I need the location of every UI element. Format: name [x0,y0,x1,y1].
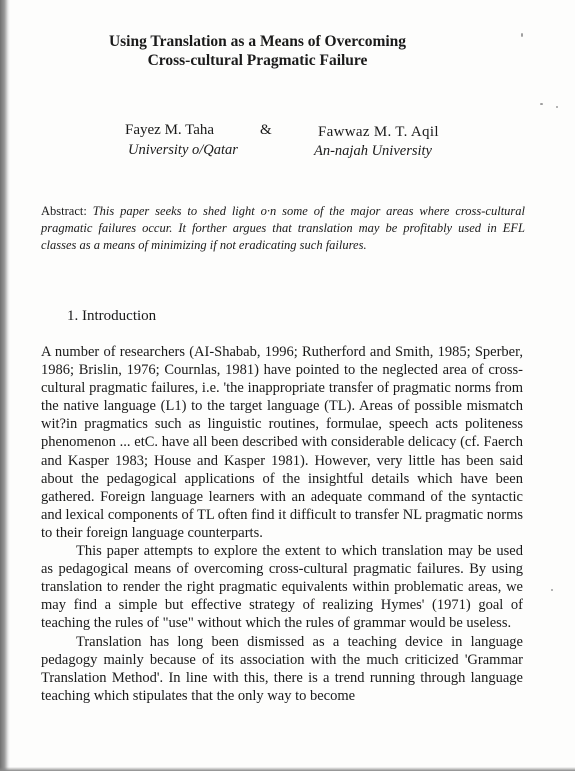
scan-speck [521,33,523,37]
abstract-label: Abstract: [41,204,87,218]
scan-speck [556,106,558,108]
paper-title-line-1: Using Translation as a Means of Overcoming [108,33,407,50]
author-1-affiliation: University o/Qatar [128,142,238,158]
scan-bottom-shadow [0,767,575,771]
author-separator: & [260,122,272,138]
author-1-name: Fayez M. Taha [125,122,215,138]
section-heading-introduction: 1. Introduction [67,308,157,324]
abstract-text: This paper seeks to shed light o·n some of the major areas where cross-cultural pragmatic failures occur. It forther argues that translation may be profitably used in EFL classes as a means of minimizing if not eradicating such failures. [41,204,526,252]
abstract [41,203,525,254]
author-2-affiliation: An-najah University [314,143,432,159]
paragraph-3: Translation has long been dismissed as a teaching device in language pedagogy mainly because of its association with the much criticized 'Grammar Translation Method'. In line with this, there is a trend running through language teaching which stipulates that the only way to become [41,633,523,704]
paragraph-1: A number of researchers (AI-Shabab, 1996; Rutherford and Smith, 1985; Sperber, 1986; Brislin, 1976; Cournlas, 1981) have pointed to the neglected area of cross-cultural pragmatic failures, i.e. 'the inappropriate transfer of pragmatic norms from the native language (L1) to the target language (TL). Areas of possible mismatch wit?in pragmatics such as linguistic routines, formulae, speech acts politeness phenomenon ... etC. have all been described with considerable delicacy (cf. Faerch and Kasper 1983; House and Kasper 1981). However, very little has been said about the pedagogical applications of the insightful details which have been gathered. Foreign language learners with an adequate command of the syntactic and lexical components of TL often find it difficult to transfer NL pragmatic norms to their foreign language counterparts. [41,344,523,541]
paper-title-line-2: Cross-cultural Pragmatic Failure [147,52,368,69]
paragraph-2: This paper attempts to explore the extent to which translation may be used as pedagogical means of overcoming cross-cultural pragmatic failures. By using translation to render the right pragmatic equivalents within problematic areas, we may find a simple but effective strategy of realizing Hymes' (1971) goal of teaching the rules of "use" without which the rules of grammar would be useless. [41,543,523,632]
scan-edge-shadow [0,0,10,771]
body-text [41,343,523,705]
scan-speck [551,589,553,591]
scan-speck [540,103,543,105]
author-2-name: Fawwaz M. T. Aqil [318,124,439,140]
